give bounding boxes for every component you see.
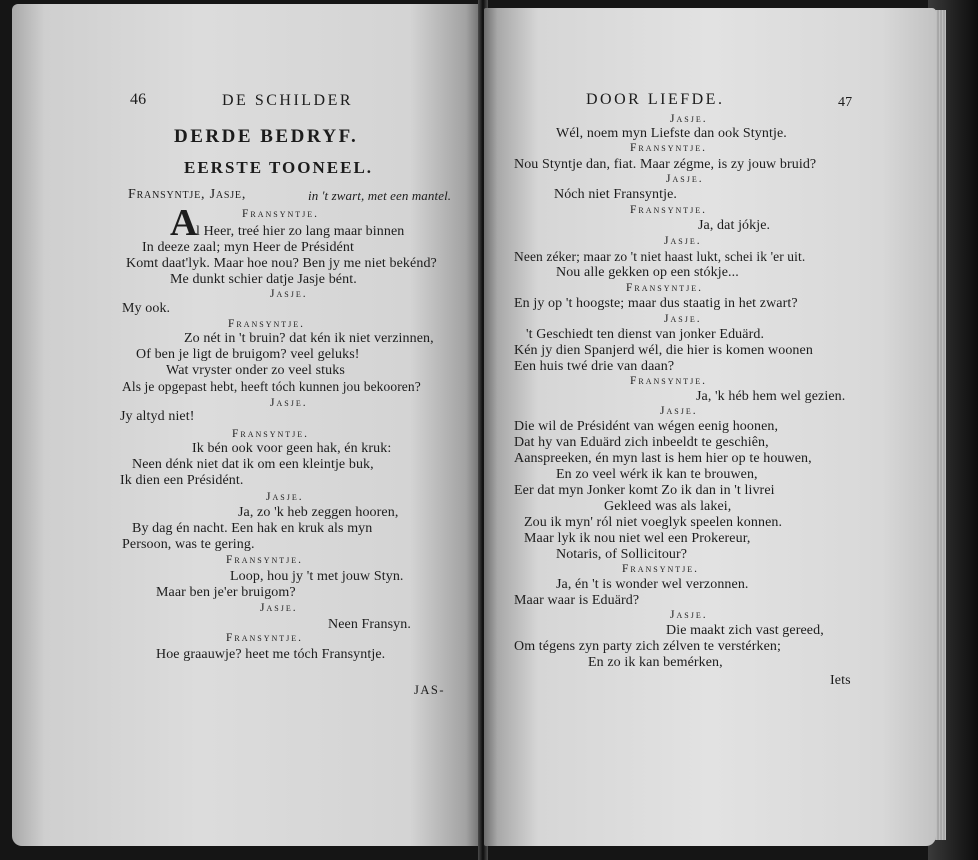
verse-line: En zo ik kan bemérken, — [588, 655, 723, 670]
catchword: Iets — [830, 673, 851, 688]
verse-line: Neen zéker; maar zo 't niet haast lukt, schei ik 'er uit. — [514, 249, 806, 264]
verse-line: Eer dat myn Jonker komt Zo ik dan in 't livrei — [514, 483, 775, 498]
verse-line: Of ben je ligt de bruigom? veel geluks! — [136, 347, 360, 362]
verse-line: Om tégens zyn party zich zélven te verstérken; — [514, 639, 781, 654]
speaker: Jasje. — [270, 288, 308, 300]
verse-line: Aanspreeken, én myn last is hem hier op te houwen, — [514, 451, 812, 466]
verse-line: Ik dien een Présidént. — [120, 473, 244, 488]
verse-line: Ik bén ook voor geen hak, én kruk: — [192, 441, 392, 456]
verse-line: Neen dénk niet dat ik om een kleintje buk, — [132, 457, 374, 472]
verse-line: En jy op 't hoogste; maar dus staatig in het zwart? — [514, 296, 798, 311]
verse-line: Jy altyd niet! — [120, 409, 195, 424]
speaker: Jasje. — [666, 173, 704, 185]
verse-line: Maar waar is Eduärd? — [514, 593, 640, 608]
speaker: Jasje. — [664, 235, 702, 247]
verse-line: En zo veel wérk ik kan te brouwen, — [556, 467, 758, 482]
verse-line: Die maakt zich vast gereed, — [666, 623, 824, 638]
verse-line: Nou Styntje dan, fiat. Maar zégme, is zy jouw bruid? — [514, 157, 817, 172]
speaker: Jasje. — [664, 313, 702, 325]
speaker: Jasje. — [270, 397, 308, 409]
page-number: 46 — [130, 91, 147, 108]
verse-line: Ja, én 't is wonder wel verzonnen. — [556, 577, 749, 592]
stage-direction: in 't zwart, met een mantel. — [308, 188, 452, 203]
speaker: Fransyntje. — [226, 554, 304, 566]
stage-direction-names: Fransyntje, Jasje, — [128, 187, 247, 202]
speaker: Fransyntje. — [622, 563, 700, 575]
verse-line: Wél, noem myn Liefste dan ook Styntje. — [556, 126, 787, 141]
speaker: Fransyntje. — [630, 375, 708, 387]
verse-line: Zo nét in 't bruin? dat kén ik niet verzinnen, — [184, 331, 434, 346]
verse-line: Loop, hou jy 't met jouw Styn. — [230, 569, 404, 584]
page-number: 47 — [838, 95, 853, 110]
verse-line: Gekleed was als lakei, — [604, 499, 732, 514]
speaker: Fransyntje. — [242, 208, 320, 220]
verse-line: Hoe graauwje? heet me tóch Fransyntje. — [156, 647, 386, 662]
verse-line: By dag én nacht. Een hak en kruk als myn — [132, 521, 373, 536]
speaker: Fransyntje. — [630, 204, 708, 216]
verse-line: Maar lyk ik nou niet wel een Prokereur, — [524, 531, 751, 546]
speaker: Fransyntje. — [630, 142, 708, 154]
speaker: Jasje. — [670, 609, 708, 621]
verse-line: My ook. — [122, 301, 171, 316]
verse-line: Notaris, of Sollicitour? — [556, 547, 688, 562]
verse-line: Komt daat'lyk. Maar hoe nou? Ben jy me niet bekénd? — [126, 256, 437, 271]
running-head: DOOR LIEFDE. — [586, 91, 725, 108]
catchword: JAS- — [414, 683, 446, 697]
verse-line: Ja, 'k héb hem wel gezien. — [696, 389, 846, 404]
verse-line: Wat vryster onder zo veel stuks — [166, 363, 345, 378]
verse-line: In deeze zaal; myn Heer de Présidént — [142, 240, 354, 255]
speaker: Jasje. — [660, 405, 698, 417]
speaker: Jasje. — [670, 113, 708, 125]
speaker: Jasje. — [260, 602, 298, 614]
verse-line: Een huis twé drie van daan? — [514, 359, 675, 374]
verse-line: Nóch niet Fransyntje. — [554, 187, 678, 202]
scene-heading: EERSTE TOONEEL. — [184, 158, 374, 177]
speaker: Fransyntje. — [232, 428, 310, 440]
verse-line: Neen Fransyn. — [328, 617, 411, 632]
verse-line: l Heer, treé hier zo lang maar binnen — [196, 224, 405, 239]
verse-line: Dat hy van Eduärd zich inbeeldt te geschiên, — [514, 435, 769, 450]
verse-line: Ja, dat jókje. — [698, 218, 771, 233]
speaker: Fransyntje. — [626, 282, 704, 294]
speaker: Jasje. — [266, 491, 304, 503]
verse-line: Maar ben je'er bruigom? — [156, 585, 296, 600]
verse-line: Die wil de Présidént van wégen eenig hoonen, — [514, 419, 779, 434]
verse-line: Nou alle gekken op een stókje... — [556, 265, 739, 280]
speaker: Fransyntje. — [228, 318, 306, 330]
verse-line: Ja, zo 'k heb zeggen hooren, — [238, 505, 399, 520]
right-page — [484, 8, 936, 846]
act-heading: DERDE BEDRYF. — [174, 126, 359, 147]
verse-line: Persoon, was te gering. — [122, 537, 255, 552]
verse-line: Kén jy dien Spanjerd wél, die hier is komen woonen — [514, 343, 813, 358]
verse-line: 't Geschiedt ten dienst van jonker Eduärd. — [526, 327, 765, 342]
verse-line: Zou ik myn' ról niet voeglyk speelen konnen. — [524, 515, 783, 530]
speaker: Fransyntje. — [226, 632, 304, 644]
left-page — [12, 4, 480, 846]
verse-line: Als je opgepast hebt, heeft tóch kunnen jou bekooren? — [122, 379, 421, 394]
running-head: DE SCHILDER — [222, 92, 354, 109]
drop-cap: A — [170, 202, 198, 244]
verse-line: Me dunkt schier datje Jasje bént. — [170, 272, 357, 287]
